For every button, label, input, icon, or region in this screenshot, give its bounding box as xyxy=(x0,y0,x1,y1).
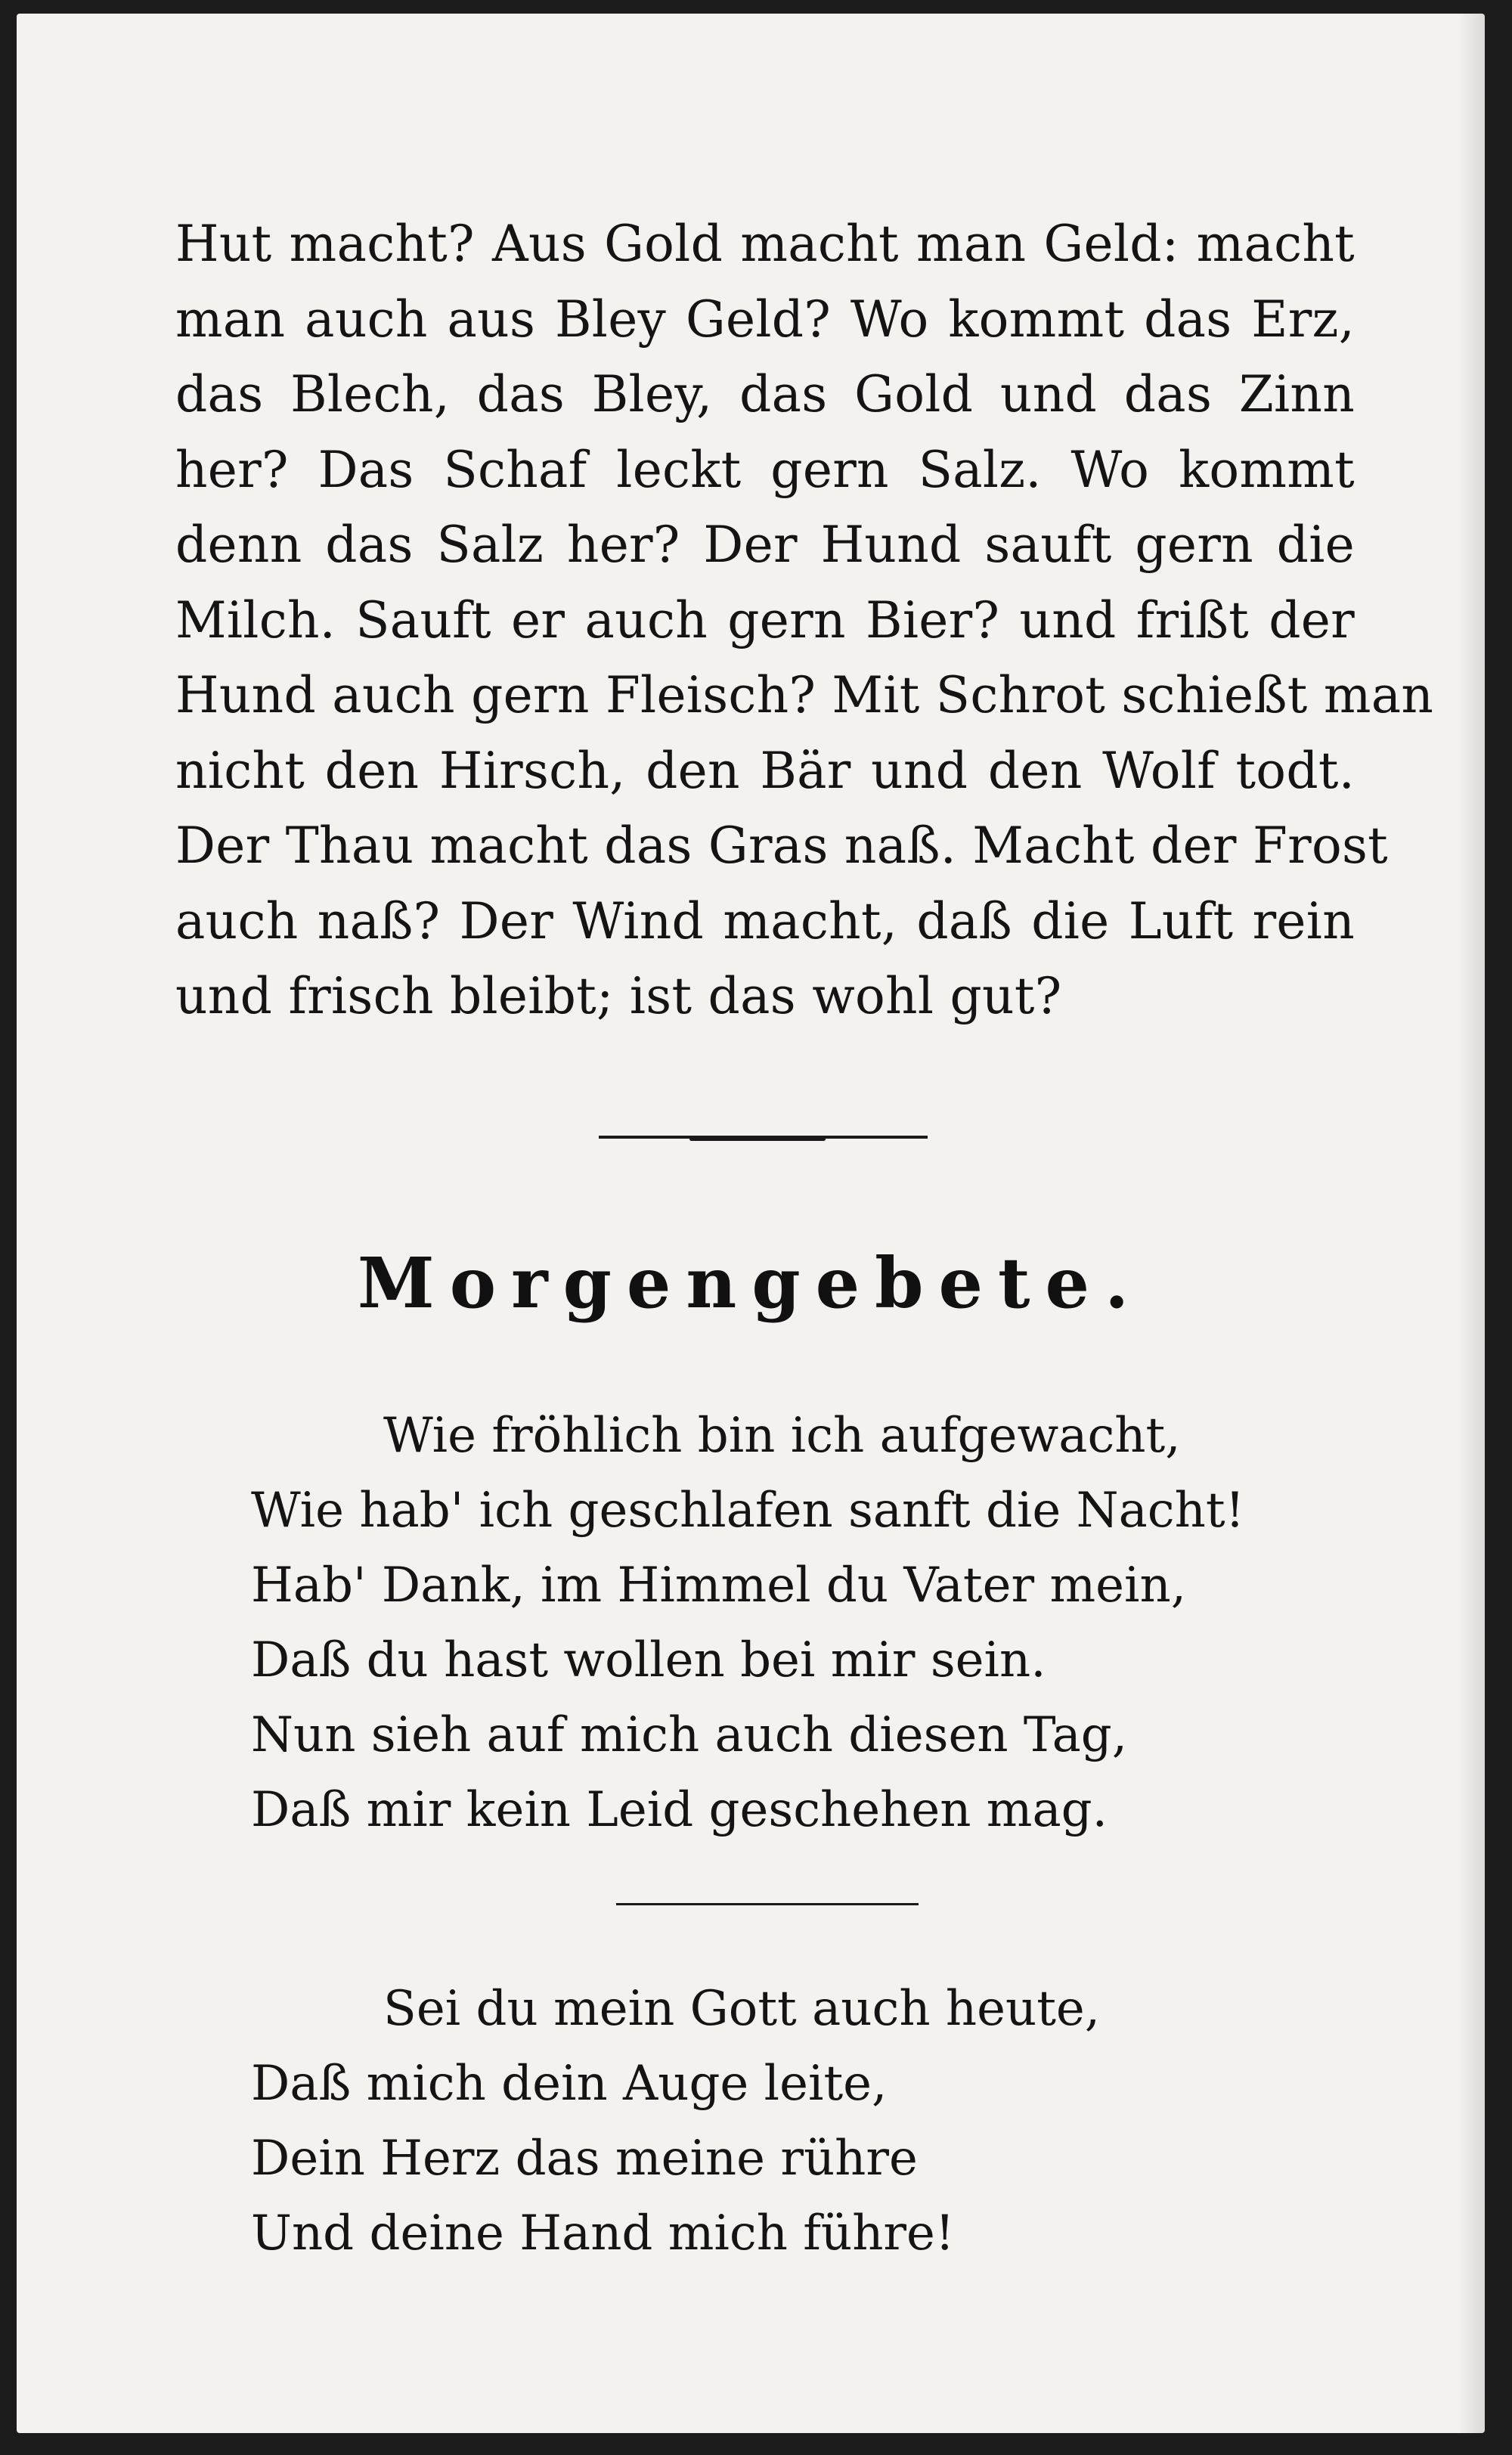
verse-line: Dein Herz das meine rühre xyxy=(251,2131,918,2187)
prose-line: man auch aus Bley Geld? Wo kommt das Erz, xyxy=(175,290,1355,349)
page-edge-shadow xyxy=(1458,14,1485,2433)
verse-stanza-1 xyxy=(251,1399,1244,1848)
verse-line: Und deine Hand mich führe! xyxy=(251,2205,955,2261)
prose-line: auch naß? Der Wind macht, daß die Luft rein xyxy=(175,891,1355,950)
verse-stanza-2 xyxy=(251,1972,1100,2271)
verse-line: Daß mir kein Leid geschehen mag. xyxy=(251,1782,1108,1838)
prose-line: Milch. Sauft er auch gern Bier? und frißt der xyxy=(175,591,1355,649)
prose-line: denn das Salz her? Der Hund sauft gern die xyxy=(175,516,1355,574)
verse-line: Sei du mein Gott auch heute, xyxy=(383,1981,1101,2037)
prose-line: nicht den Hirsch, den Bär und den Wolf todt. xyxy=(175,741,1355,800)
prose-line: und frisch bleibt; ist das wohl gut? xyxy=(175,967,1062,1025)
prose-line: Hut macht? Aus Gold macht man Geld: macht xyxy=(175,215,1355,273)
prose-paragraph xyxy=(175,206,1434,1034)
verse-line: Hab' Dank, im Himmel du Vater mein, xyxy=(251,1558,1187,1613)
verse-line: Wie fröhlich bin ich aufgewacht, xyxy=(383,1408,1181,1464)
verse-line: Daß mich dein Auge leite, xyxy=(251,2056,888,2112)
stanza-divider xyxy=(616,1903,919,1905)
prose-line: das Blech, das Bley, das Gold und das Zinn xyxy=(175,365,1355,423)
book-page xyxy=(17,14,1485,2433)
prose-line: Hund auch gern Fleisch? Mit Schrot schießt man xyxy=(175,666,1434,724)
section-divider xyxy=(599,1136,928,1139)
section-title: Morgengebete. xyxy=(357,1242,1145,1324)
prose-line: Der Thau macht das Gras naß. Macht der Frost xyxy=(175,817,1388,875)
verse-line: Nun sieh auf mich auch diesen Tag, xyxy=(251,1707,1128,1763)
verse-line: Daß du hast wollen bei mir sein. xyxy=(251,1632,1046,1688)
prose-line: her? Das Schaf leckt gern Salz. Wo kommt xyxy=(175,440,1355,499)
verse-line: Wie hab' ich geschlafen sanft die Nacht! xyxy=(251,1483,1245,1539)
